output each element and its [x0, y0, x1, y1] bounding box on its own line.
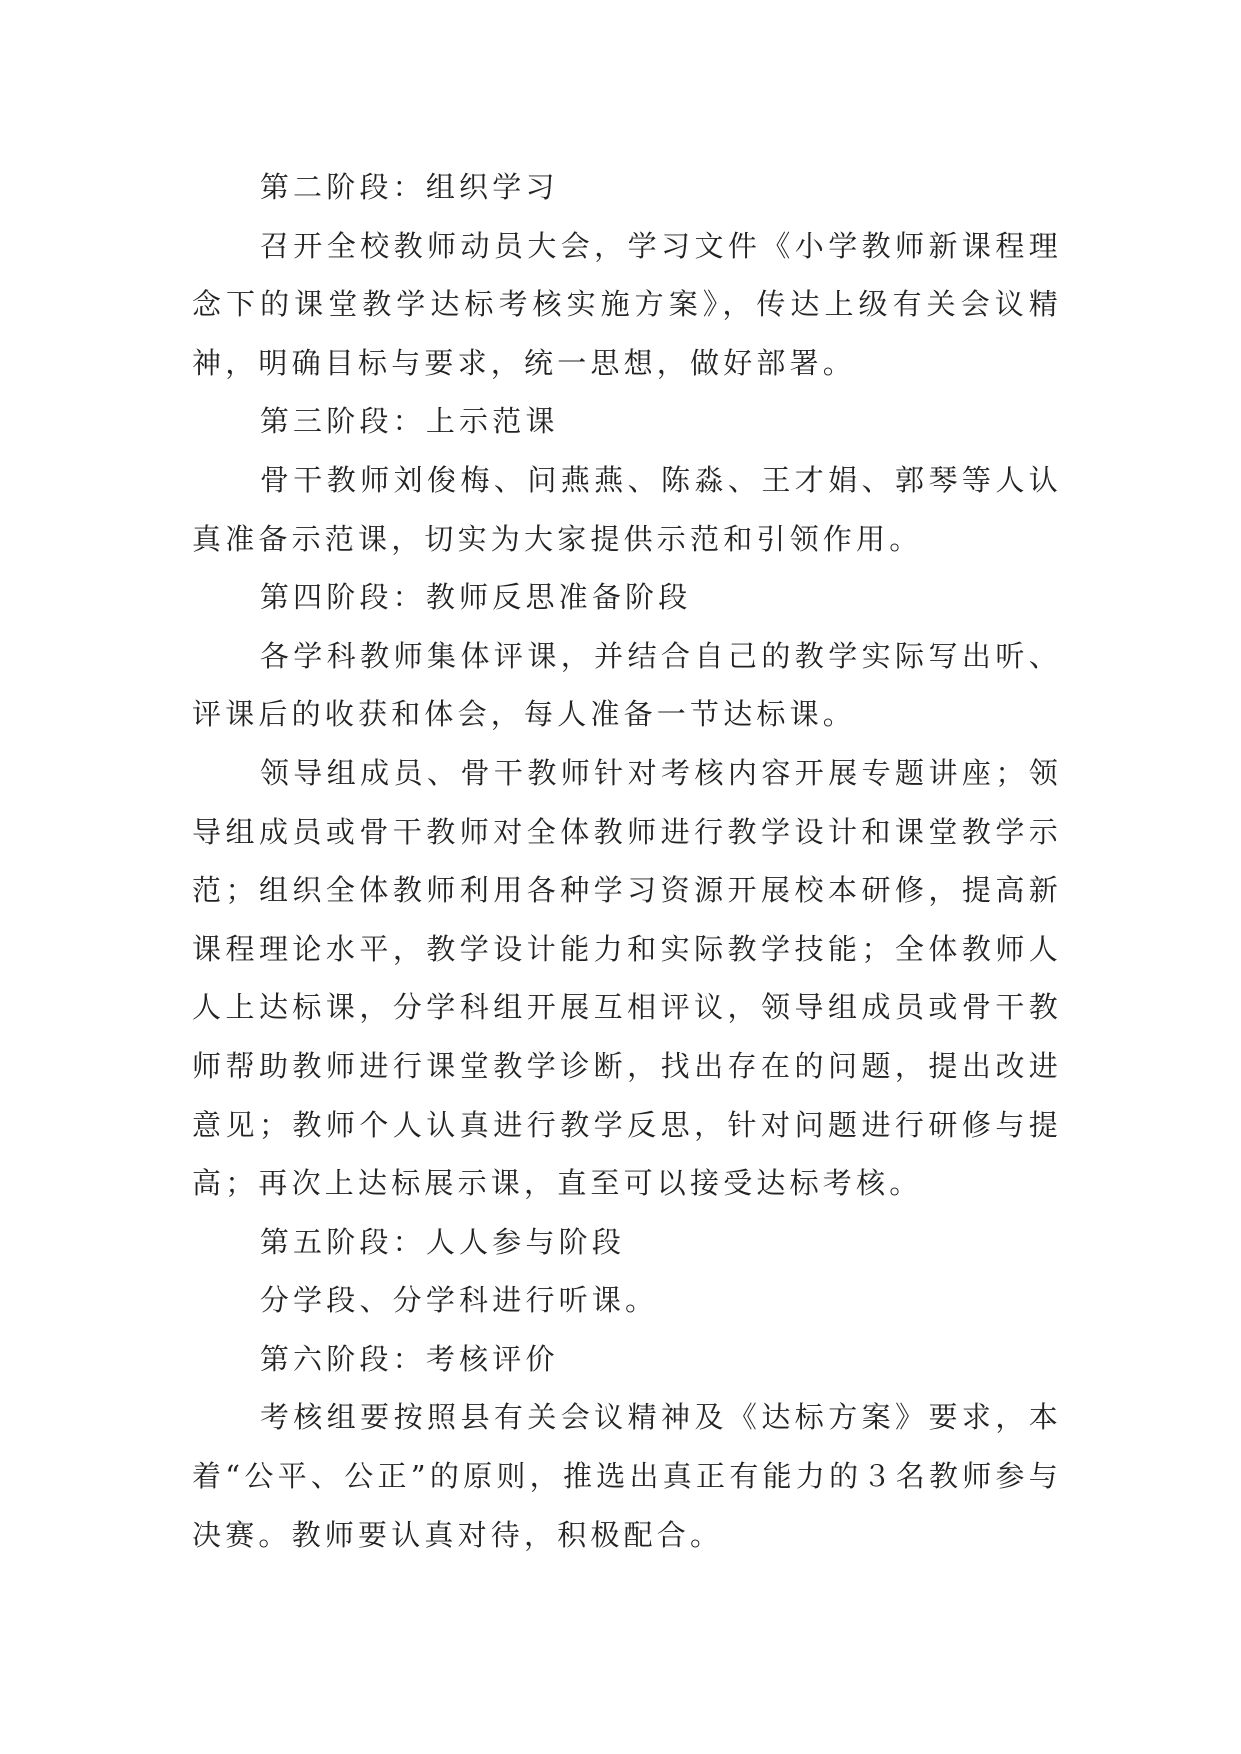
stage-six-paragraph: 考核组要按照县有关会议精神及《达标方案》要求，本着“公平、公正”的原则，推选出真正有能力的３名教师参与决赛。教师要认真对待，积极配合。	[192, 1400, 1062, 1552]
stage-six-heading: 第六阶段：考核评价	[259, 1341, 559, 1376]
stage-five-heading: 第五阶段：人人参与阶段	[259, 1224, 626, 1259]
stage-four-paragraph-2: 领导组成员、骨干教师针对考核内容开展专题讲座；领导组成员或骨干教师对全体教师进行教学设计和课堂教学示范；组织全体教师利用各种学习资源开展校本研修，提高新课程理论水平，教学设计能力和实际教学技能；全体教师人人上达标课，分学科组开展互相评议，领导组成员或骨干教师帮助教师进行课堂教学诊断，找出存在的问题，提出改进意见；教师个人认真进行教学反思，针对问题进行研修与提高；再次上达标展示课，直至可以接受达标考核。	[192, 755, 1062, 1201]
stage-two-heading: 第二阶段：组织学习	[259, 170, 559, 204]
stage-four-heading: 第四阶段：教师反思准备阶段	[259, 580, 692, 615]
stage-four-paragraph-1: 各学科教师集体评课，并结合自己的教学实际写出听、评课后的收获和体会，每人准备一节达标课。	[192, 638, 1062, 732]
stage-three-paragraph: 骨干教师刘俊梅、问燕燕、陈淼、王才娟、郭琴等人认真准备示范课，切实为大家提供示范和引领作用。	[192, 462, 1062, 556]
stage-two-paragraph: 召开全校教师动员大会，学习文件《小学教师新课程理念下的课堂教学达标考核实施方案》，传达上级有关会议精神，明确目标与要求，统一思想，做好部署。	[192, 228, 1062, 380]
stage-three-heading: 第三阶段：上示范课	[259, 404, 559, 439]
stage-five-paragraph: 分学段、分学科进行听课。	[259, 1283, 659, 1318]
document-body	[192, 158, 1062, 1564]
